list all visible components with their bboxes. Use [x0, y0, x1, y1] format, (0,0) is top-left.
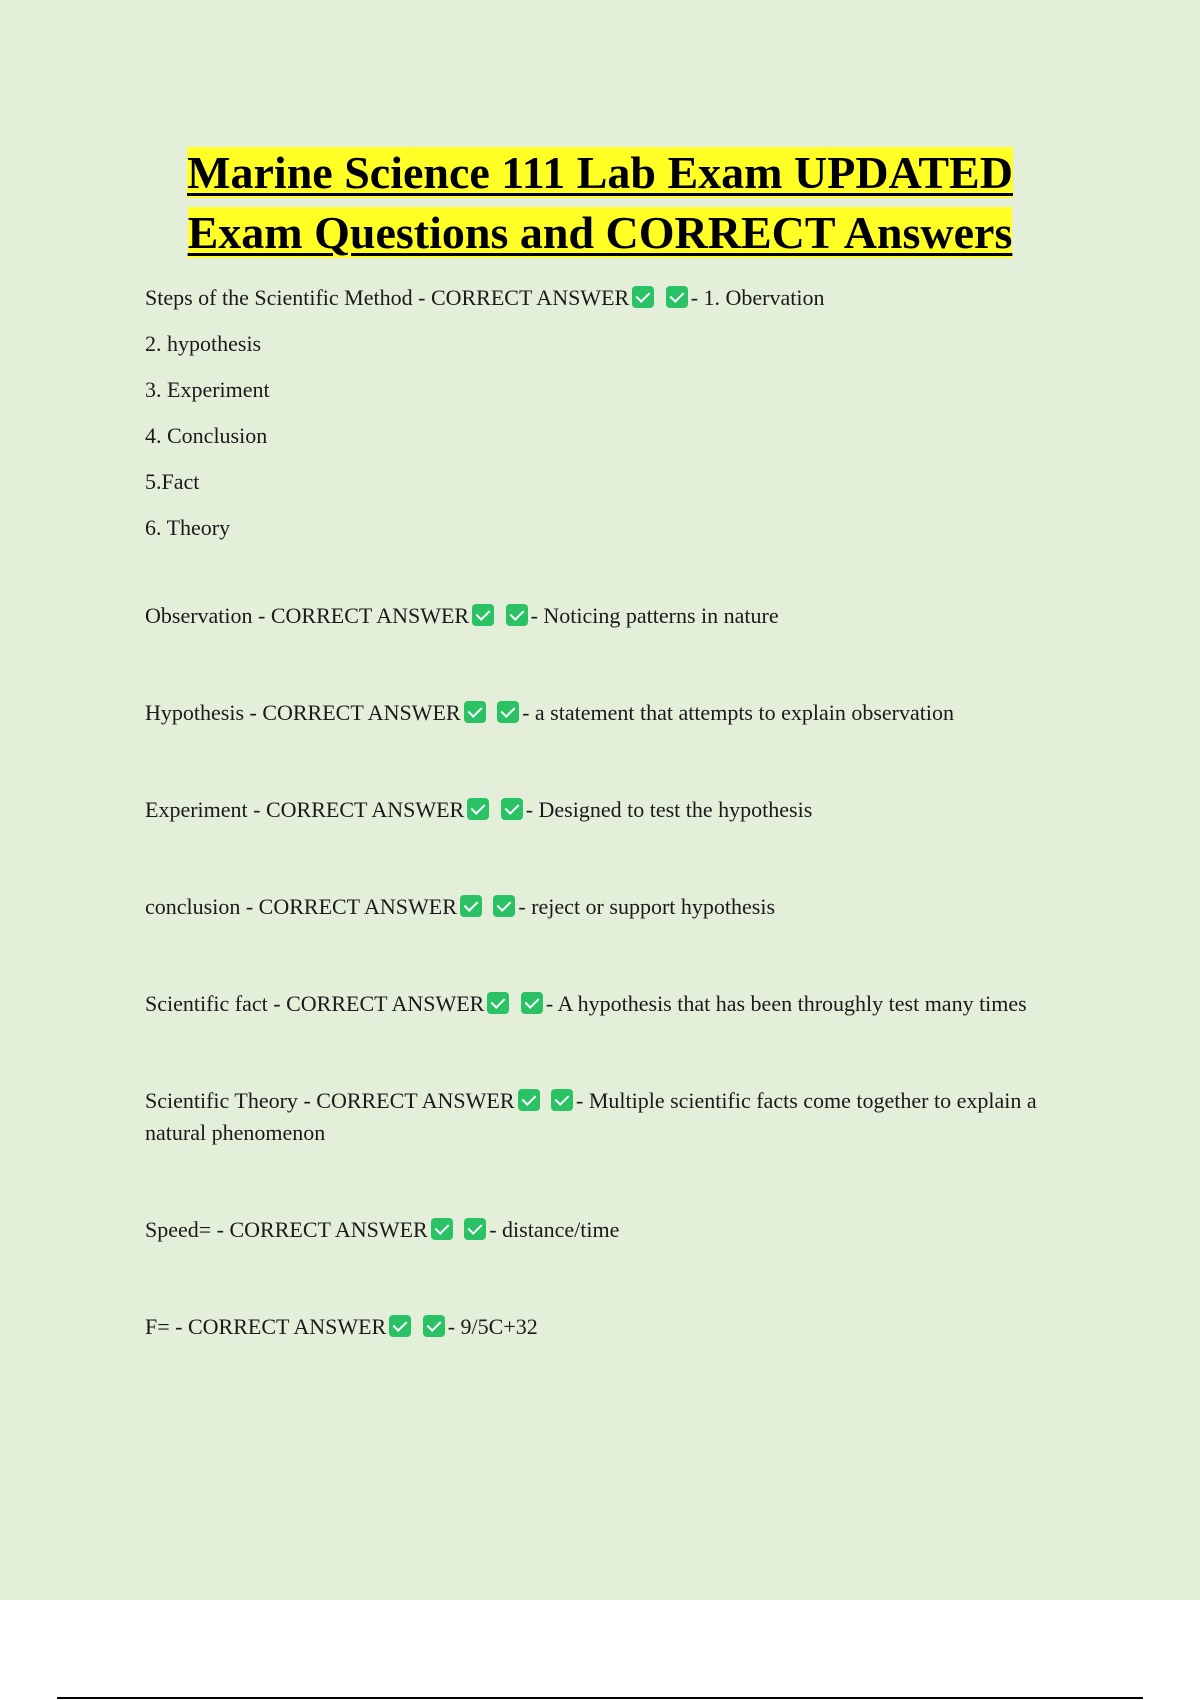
- check-mark-icon: [464, 1218, 486, 1240]
- check-mark-icon: [460, 895, 482, 917]
- qa-term: Steps of the Scientific Method: [145, 285, 413, 310]
- qa-answer: - Noticing patterns in nature: [530, 603, 779, 628]
- answer-marker: - CORRECT ANSWER: [216, 1217, 428, 1242]
- check-mark-icon: [472, 604, 494, 626]
- qa-line: [145, 282, 1065, 314]
- answer-marker: - CORRECT ANSWER: [273, 991, 485, 1016]
- check-mark-icon: [521, 992, 543, 1014]
- check-mark-icon: [467, 798, 489, 820]
- footer-divider: [57, 1697, 1143, 1699]
- step-item: 5.Fact: [145, 469, 200, 494]
- answer-marker: - CORRECT ANSWER: [303, 1088, 515, 1113]
- qa-answer: - Designed to test the hypothesis: [525, 797, 813, 822]
- answer-marker: - CORRECT ANSWER: [175, 1314, 387, 1339]
- qa-answer: - Multiple scientific facts come together to explain a natural phenomenon: [145, 1088, 1037, 1145]
- answer-marker: - CORRECT ANSWER: [249, 700, 461, 725]
- check-mark-icon: [497, 701, 519, 723]
- answer-marker: - CORRECT ANSWER: [418, 285, 630, 310]
- qa-item: [145, 891, 1065, 923]
- qa-term: conclusion: [145, 894, 241, 919]
- check-mark-icon: [666, 286, 688, 308]
- step-item: 3. Experiment: [145, 377, 270, 402]
- answer-marker: - CORRECT ANSWER: [245, 894, 457, 919]
- step-item: 4. Conclusion: [145, 423, 268, 448]
- check-mark-icon: [501, 798, 523, 820]
- qa-answer: - 1. Obervation: [690, 285, 825, 310]
- answer-marker: - CORRECT ANSWER: [253, 797, 465, 822]
- qa-term: Scientific Theory: [145, 1088, 298, 1113]
- qa-item: [145, 1085, 1065, 1149]
- qa-answer: - a statement that attempts to explain observation: [522, 700, 954, 725]
- qa-term: Observation: [145, 603, 253, 628]
- check-mark-icon: [632, 286, 654, 308]
- qa-item: [145, 1311, 1065, 1343]
- qa-item: [145, 794, 1065, 826]
- qa-answer: - distance/time: [489, 1217, 620, 1242]
- check-mark-icon: [487, 992, 509, 1014]
- qa-item: [145, 697, 1065, 729]
- qa-term: Experiment: [145, 797, 248, 822]
- check-mark-icon: [431, 1218, 453, 1240]
- title-line-1: Marine Science 111 Lab Exam UPDATED: [187, 147, 1013, 198]
- qa-term: Scientific fact: [145, 991, 268, 1016]
- qa-item: [145, 988, 1065, 1020]
- qa-answer: - reject or support hypothesis: [518, 894, 775, 919]
- check-mark-icon: [389, 1315, 411, 1337]
- check-mark-icon: [506, 604, 528, 626]
- qa-item-steps: [145, 282, 1065, 544]
- check-mark-icon: [551, 1089, 573, 1111]
- answer-marker: - CORRECT ANSWER: [258, 603, 470, 628]
- qa-answer: - A hypothesis that has been throughly test many times: [545, 991, 1027, 1016]
- check-mark-icon: [493, 895, 515, 917]
- step-item: 6. Theory: [145, 515, 231, 540]
- qa-term: Speed=: [145, 1217, 212, 1242]
- check-mark-icon: [518, 1089, 540, 1111]
- document-title: [187, 147, 1013, 258]
- qa-content: [145, 282, 1065, 1408]
- qa-term: F=: [145, 1314, 170, 1339]
- qa-item: [145, 600, 1065, 632]
- qa-item: [145, 1214, 1065, 1246]
- title-line-2: Exam Questions and CORRECT Answers: [187, 207, 1013, 258]
- check-mark-icon: [464, 701, 486, 723]
- qa-term: Hypothesis: [145, 700, 244, 725]
- step-item: 2. hypothesis: [145, 331, 262, 356]
- title-block: [0, 143, 1200, 263]
- check-mark-icon: [423, 1315, 445, 1337]
- qa-answer: - 9/5C+32: [447, 1314, 538, 1339]
